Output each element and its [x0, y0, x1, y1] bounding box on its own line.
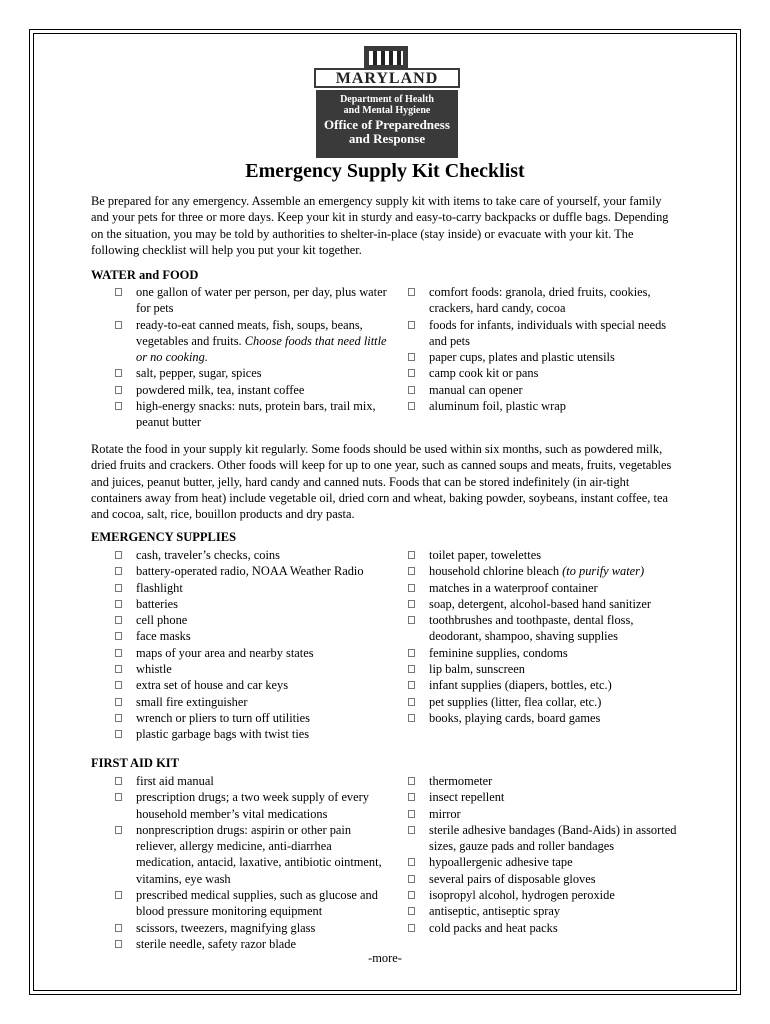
section-heading-first-aid: FIRST AID KIT [91, 756, 179, 770]
checkbox-icon[interactable] [408, 649, 415, 657]
checkbox-icon[interactable] [408, 777, 415, 785]
checklist-item [407, 563, 682, 579]
checklist-item [407, 398, 682, 414]
checkbox-icon[interactable] [115, 924, 122, 932]
checkbox-icon[interactable] [408, 665, 415, 673]
logo-office-line2: and Response [348, 131, 426, 146]
checklist-item-text: high-energy snacks: nuts, protein bars, trail mix, peanut butter [136, 399, 376, 430]
checklist-item [407, 317, 682, 350]
checklist-item-text: several pairs of disposable gloves [429, 871, 596, 886]
checkbox-icon[interactable] [408, 402, 415, 410]
checkbox-icon[interactable] [115, 551, 122, 559]
section-heading-emergency-supplies: EMERGENCY SUPPLIES [91, 530, 237, 544]
checklist-item-text: face masks [136, 629, 191, 644]
checklist-item-emphasis: (to purify water) [562, 564, 645, 579]
checkbox-icon[interactable] [408, 714, 415, 722]
checklist-item [407, 822, 682, 855]
more-footer: -more- [368, 951, 402, 965]
checkbox-icon[interactable] [115, 730, 122, 738]
checkbox-icon[interactable] [115, 793, 122, 801]
emergency-list-right [407, 547, 682, 726]
checklist-item-text: feminine supplies, condoms [429, 645, 568, 660]
checklist-item [114, 580, 389, 596]
checklist-item-text: manual can opener [429, 382, 523, 397]
checklist-item [407, 710, 682, 726]
checkbox-icon[interactable] [408, 924, 415, 932]
section-heading-water-food: WATER and FOOD [91, 268, 199, 282]
checkbox-icon[interactable] [115, 616, 122, 624]
checklist-item [114, 398, 389, 431]
checkbox-icon[interactable] [115, 567, 122, 575]
checklist-item-text: prescription drugs; a two week supply of every household member’s vital medications [136, 790, 369, 821]
checklist-item-text: mirror [429, 806, 461, 821]
checkbox-icon[interactable] [408, 875, 415, 883]
checklist-item-text: salt, pepper, sugar, spices [136, 366, 262, 381]
checklist-item [114, 694, 389, 710]
state-seal-emblem [364, 46, 408, 70]
checkbox-icon[interactable] [115, 891, 122, 899]
checklist-item-text: batteries [136, 596, 178, 611]
checklist-item-text: household chlorine bleach [429, 564, 563, 579]
logo-office-line1: Office of Preparedness [324, 117, 450, 132]
checkbox-icon[interactable] [115, 681, 122, 689]
checklist-item [407, 596, 682, 612]
checklist-item-text: first aid manual [136, 774, 214, 788]
checkbox-icon[interactable] [115, 714, 122, 722]
checklist-item-text: cash, traveler’s checks, coins [136, 548, 280, 562]
checkbox-icon[interactable] [408, 551, 415, 559]
checkbox-icon[interactable] [408, 353, 415, 361]
emergency-list-left [114, 547, 389, 743]
checkbox-icon[interactable] [408, 567, 415, 575]
checklist-item-text: sterile needle, safety razor blade [136, 936, 296, 951]
checkbox-icon[interactable] [115, 369, 122, 377]
checklist-item-text: one gallon of water per person, per day, plus water for pets [136, 285, 387, 316]
logo-banner: MARYLAND [314, 68, 460, 88]
water-food-list-left [114, 284, 389, 431]
intro-paragraph: Be prepared for any emergency. Assemble an emergency supply kit with items to take care of yourself, your family and your pets for three or more days. Keep your kit in sturdy and easy-to-carry backpacks or duffle bags. Depending on the situation, you may be told by authorities to shelter-in-place (stay inside) or evacuate with your kit. The following checklist will help you put your kit together. [91, 194, 669, 257]
checkbox-icon[interactable] [408, 681, 415, 689]
checklist-item-emphasis: Choose foods that need little or no cooking. [136, 333, 387, 365]
checklist-item [407, 903, 682, 919]
checkbox-icon[interactable] [115, 321, 122, 329]
checkbox-icon[interactable] [115, 649, 122, 657]
checklist-item [114, 382, 389, 398]
checklist-item [407, 349, 682, 365]
checkbox-icon[interactable] [408, 793, 415, 801]
checkbox-icon[interactable] [408, 810, 415, 818]
checklist-item [407, 887, 682, 903]
checklist-item [407, 806, 682, 822]
checkbox-icon[interactable] [115, 777, 122, 785]
checkbox-icon[interactable] [115, 826, 122, 834]
checkbox-icon[interactable] [408, 386, 415, 394]
checklist-item [114, 822, 389, 887]
checklist-item [407, 580, 682, 596]
first-aid-list-left [114, 773, 389, 952]
checklist-item [114, 284, 389, 317]
checklist-item [114, 677, 389, 693]
checkbox-icon[interactable] [408, 584, 415, 592]
checkbox-icon[interactable] [115, 665, 122, 673]
logo-dept-line1: Department of Health [340, 94, 434, 105]
checklist-item-text: plastic garbage bags with twist ties [136, 727, 310, 742]
checklist-item [407, 789, 682, 805]
checklist-item-text: prescribed medical supplies, such as glucose and blood pressure monitoring equipment [136, 888, 378, 919]
checklist-item-text: infant supplies (diapers, bottles, etc.) [429, 678, 612, 693]
checklist-item [407, 773, 682, 789]
checklist-item-text: isopropyl alcohol, hydrogen peroxide [429, 888, 615, 903]
checkbox-icon[interactable] [115, 584, 122, 592]
checklist-item-text: small fire extinguisher [136, 694, 248, 709]
checklist-item [407, 920, 682, 936]
logo-dept-line2: and Mental Hygiene [343, 105, 431, 116]
water-food-list-right [407, 284, 682, 414]
checklist-item-text: pet supplies (litter, flea collar, etc.) [429, 694, 602, 709]
checkbox-icon[interactable] [408, 616, 415, 624]
checklist-item-text: wrench or pliers to turn off utilities [136, 710, 310, 725]
checkbox-icon[interactable] [408, 826, 415, 834]
checkbox-icon[interactable] [115, 698, 122, 706]
checklist-item-text: cell phone [136, 613, 188, 628]
checklist-item [114, 317, 389, 366]
checkbox-icon[interactable] [408, 858, 415, 866]
checklist-item-text: toothbrushes and toothpaste, dental floss, deodorant, shampoo, shaving supplies [429, 613, 634, 644]
checklist-item-text: camp cook kit or pans [429, 366, 539, 381]
checklist-item [407, 645, 682, 661]
checklist-item [114, 887, 389, 920]
checklist-item [114, 628, 389, 644]
checklist-item [407, 661, 682, 677]
checklist-item [407, 382, 682, 398]
checklist-item [407, 694, 682, 710]
checkbox-icon[interactable] [408, 321, 415, 329]
checklist-item-text: sterile adhesive bandages (Band-Aids) in assorted sizes, gauze pads and roller bandages [429, 822, 677, 854]
checklist-item-text: matches in a waterproof container [429, 580, 598, 595]
checklist-item-text: ready-to-eat canned meats, fish, soups, beans, vegetables and fruits. [136, 317, 363, 348]
checklist-item-text: comfort foods: granola, dried fruits, cookies, crackers, hard candy, cocoa [429, 285, 651, 316]
checkbox-icon[interactable] [408, 891, 415, 899]
checklist-item-text: battery-operated radio, NOAA Weather Radio [136, 564, 364, 579]
checklist-item [114, 936, 389, 952]
checklist-item-text: powdered milk, tea, instant coffee [136, 382, 305, 397]
checklist-item [114, 710, 389, 726]
checklist-item-text: paper cups, plates and plastic utensils [429, 350, 615, 365]
checklist-item-text: scissors, tweezers, magnifying glass [136, 920, 316, 935]
checklist-item-text: nonprescription drugs: aspirin or other pain reliever, allergy medicine, anti-diarrhea medication, antacid, laxative, antibiotic ointment, vitamins, eye wash [136, 822, 382, 886]
checklist-item [407, 677, 682, 693]
checklist-item [114, 547, 389, 563]
checklist-item [114, 365, 389, 381]
checkbox-icon[interactable] [115, 402, 122, 410]
checklist-item-text: extra set of house and car keys [136, 678, 289, 693]
checklist-item-text: antiseptic, antiseptic spray [429, 904, 561, 919]
logo-office-box [316, 90, 458, 158]
checkbox-icon[interactable] [115, 940, 122, 948]
checkbox-icon[interactable] [115, 386, 122, 394]
checklist-item [114, 612, 389, 628]
checkbox-icon[interactable] [115, 600, 122, 608]
checklist-item-text: foods for infants, individuals with special needs and pets [429, 317, 667, 348]
checkbox-icon[interactable] [408, 907, 415, 915]
checklist-item [114, 661, 389, 677]
checklist-item-text: flashlight [136, 580, 183, 595]
checklist-item [114, 645, 389, 661]
checklist-item-text: aluminum foil, plastic wrap [429, 399, 566, 414]
checklist-item [114, 596, 389, 612]
checklist-item-text: insect repellent [429, 790, 505, 805]
checklist-item-text: lip balm, sunscreen [429, 662, 526, 677]
page-title: Emergency Supply Kit Checklist [245, 160, 525, 182]
checklist-item [114, 563, 389, 579]
checkbox-icon[interactable] [408, 288, 415, 296]
checklist-item-text: maps of your area and nearby states [136, 645, 314, 660]
checkbox-icon[interactable] [408, 369, 415, 377]
checklist-item [114, 726, 389, 742]
checklist-item [114, 789, 389, 822]
checklist-item [407, 612, 682, 645]
checklist-item [407, 365, 682, 381]
checklist-item [407, 871, 682, 887]
checklist-item-text: thermometer [429, 774, 493, 788]
checklist-item-text: soap, detergent, alcohol-based hand sanitizer [429, 596, 652, 611]
maryland-dhmh-logo [314, 46, 460, 158]
rotate-food-paragraph: Rotate the food in your supply kit regularly. Some foods should be used within six months, such as powdered milk, dried fruits and crackers. Other foods will keep for up to one year, such as canned soups and meats, fruits, vegetables and juices, peanut butter, jelly, hard candy and canned nuts. Foods that can be stored indefinitely (in air-tight containers away from heat) include vegetable oil, dried corn and wheat, baking powder, soybeans, instant coffee, tea and cocoa, salt, rice, bouillon products and dry pasta. [91, 442, 672, 522]
checklist-item-text: cold packs and heat packs [429, 920, 558, 935]
checkbox-icon[interactable] [115, 632, 122, 640]
checklist-item-text: books, playing cards, board games [429, 710, 601, 725]
checklist-item [407, 547, 682, 563]
checkbox-icon[interactable] [408, 698, 415, 706]
checklist-item [114, 773, 389, 789]
first-aid-list-right [407, 773, 682, 936]
checklist-item [407, 854, 682, 870]
checklist-item-text: hypoallergenic adhesive tape [429, 855, 573, 870]
checklist-item-text: toilet paper, towelettes [429, 548, 542, 562]
checklist-item-text: whistle [136, 662, 172, 677]
checkbox-icon[interactable] [408, 600, 415, 608]
checklist-item [114, 920, 389, 936]
checklist-item [407, 284, 682, 317]
checkbox-icon[interactable] [115, 288, 122, 296]
